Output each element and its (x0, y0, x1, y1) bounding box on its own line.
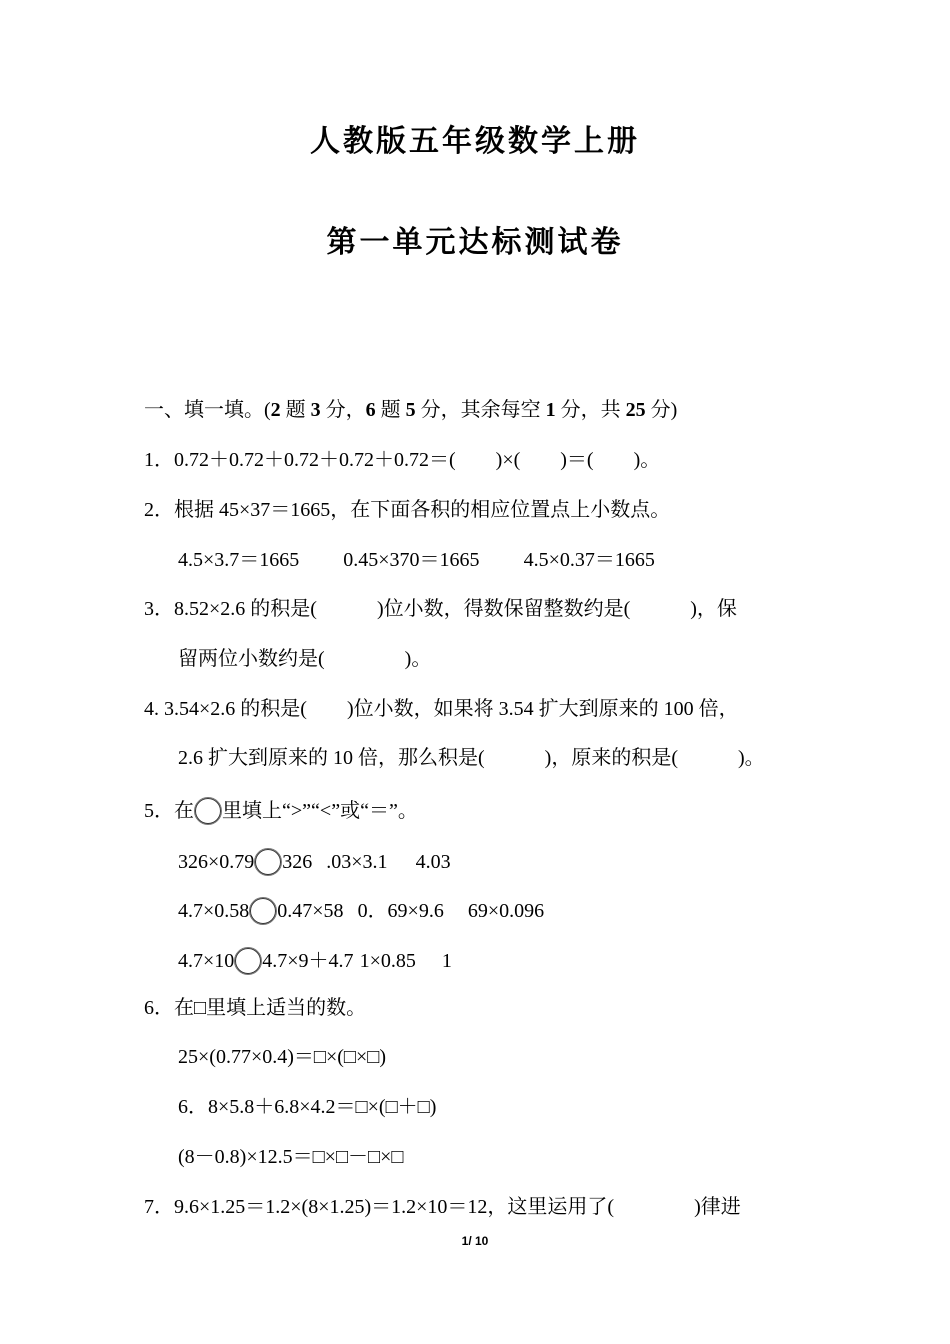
question-2 (144, 497, 670, 523)
question-number: 4. (144, 698, 159, 720)
question-6-item-c: (8－0.8)×12.5＝□×□－□×□ (178, 1146, 404, 1168)
question-6 (144, 995, 366, 1021)
question-3 (144, 596, 737, 622)
item-a: 4.5×3.7＝1665 (178, 549, 300, 571)
section-heading: 一、填一填。(2 题 3 分，6 题 5 分，其余每空 1 分，共 25 分) (144, 399, 678, 421)
question-6-item-b: 6．8×5.8＋6.8×4.2＝□×(□＋□) (178, 1096, 437, 1118)
question-text: 9.6×1.25＝1.2×(8×1.25)＝1.2×10＝12，这里运用了( )律进 (174, 1196, 741, 1218)
question-number: 6． (144, 997, 174, 1019)
item-c: 4.5×0.37＝1665 (523, 549, 655, 571)
question-text: 在□里填上适当的数。 (174, 997, 367, 1019)
question-7 (144, 1194, 741, 1220)
title-line-1: 人教版五年级数学上册 (310, 124, 640, 159)
compare-row-2: 4.7×0.58 0.47×58 0．69×9.6 69×0.096 (178, 900, 545, 922)
question-number: 5． (144, 800, 174, 822)
question-number: 3． (144, 598, 174, 620)
item-b: 0.45×370＝1665 (343, 549, 480, 571)
question-5: 5．在 里填上“>”“<”或“＝”。 (144, 800, 418, 822)
question-text: 3.54×2.6 的积是( )位小数，如果将 3.54 扩大到原来的 100 倍， (159, 698, 739, 720)
question-3-continued: 留两位小数约是( )。 (178, 648, 432, 670)
question-4-continued: 2.6 扩大到原来的 10 倍，那么积是( )，原来的积是( )。 (178, 747, 765, 769)
question-text: 0.72＋0.72＋0.72＋0.72＋0.72＝( )×( )＝( )。 (174, 449, 661, 471)
compare-row-1: 326×0.79 326 .03×3.1 4.03 (178, 851, 451, 873)
question-6-item-a: 25×(0.77×0.4)＝□×(□×□) (178, 1046, 386, 1068)
question-number: 1． (144, 449, 174, 471)
compare-circle-icon[interactable] (255, 849, 281, 875)
question-text: 8.52×2.6 的积是( )位小数，得数保留整数约是( )，保 (174, 598, 737, 620)
title-line-2: 第一单元达标测试卷 (326, 225, 624, 260)
question-4 (144, 696, 739, 722)
question-1 (144, 447, 660, 473)
question-number: 7． (144, 1196, 174, 1218)
compare-circle-icon (195, 798, 221, 824)
compare-circle-icon[interactable] (250, 898, 276, 924)
question-number: 2． (144, 499, 174, 521)
question-2-items (178, 547, 655, 573)
question-text: 根据 45×37＝1665，在下面各积的相应位置点上小数点。 (174, 499, 671, 521)
page-number: 1/ 10 (461, 1234, 489, 1248)
compare-circle-icon[interactable] (235, 948, 261, 974)
compare-row-3: 4.7×10 4.7×9＋4.7 1×0.85 1 (178, 950, 452, 972)
